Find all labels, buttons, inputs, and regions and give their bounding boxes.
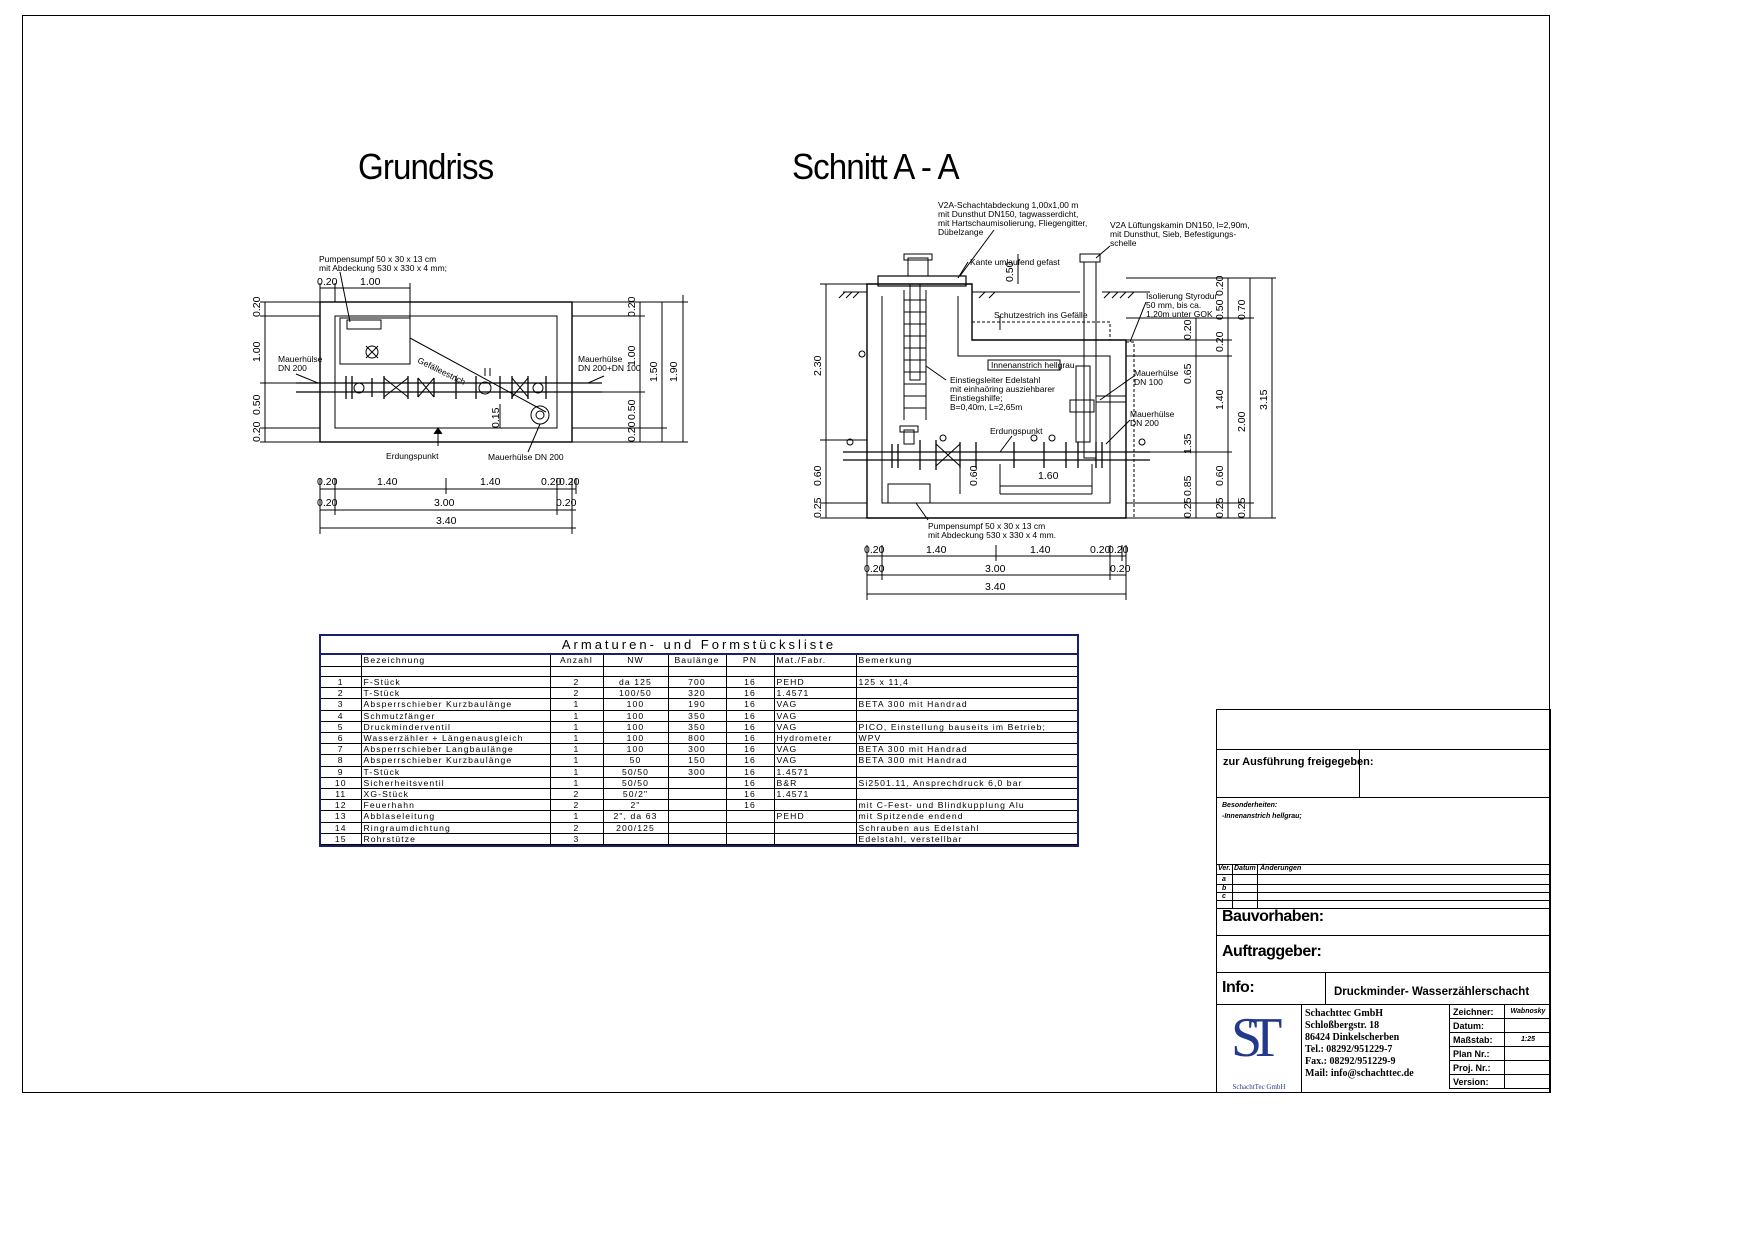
plan-dim-bottom: 1.40 — [480, 476, 501, 488]
section-dim-left: 2.30 — [812, 355, 824, 376]
parts-list-cell: Feuerhahn — [361, 800, 550, 811]
meta-value — [1505, 1075, 1552, 1089]
parts-list-cell — [726, 833, 774, 844]
parts-list-cell: BETA 300 mit Handrad — [856, 755, 1077, 766]
parts-list-cell: 300 — [668, 744, 726, 755]
parts-list-row — [321, 833, 1077, 844]
plan-grounding-point-label: Erdungspunkt — [386, 451, 439, 461]
parts-list-cell: Absperrschieber Langbaulänge — [361, 744, 550, 755]
parts-list-cell: 1.4571 — [774, 766, 856, 777]
parts-list-cell: 800 — [668, 733, 726, 744]
parts-list-cell — [856, 766, 1077, 777]
parts-list-cell: Anzahl — [550, 655, 603, 667]
parts-list-cell: PEHD — [774, 677, 856, 688]
parts-list-cell: 1 — [550, 710, 603, 721]
drawing-meta-table — [1449, 1005, 1551, 1089]
parts-list-cell: 50/50 — [603, 766, 668, 777]
parts-list-cell: Sicherheitsventil — [361, 777, 550, 788]
parts-list-cell: Ringraumdichtung — [361, 822, 550, 833]
section-dim-right: 0.60 — [1214, 465, 1226, 486]
parts-list-cell: PEHD — [774, 811, 856, 822]
title-block — [1216, 709, 1551, 1093]
parts-list-cell — [774, 800, 856, 811]
parts-list-cell: 1 — [550, 811, 603, 822]
changes-row: c — [1222, 893, 1226, 900]
parts-list-cell: 16 — [726, 755, 774, 766]
parts-list-cell: BETA 300 mit Handrad — [856, 744, 1077, 755]
parts-list-cell: Baulänge — [668, 655, 726, 667]
parts-list-cell: 1.4571 — [774, 789, 856, 800]
parts-list-cell: 100 — [603, 710, 668, 721]
logo-caption: SchachtTec GmbH — [1232, 1083, 1286, 1091]
parts-list-cell: Wasserzähler + Längenausgleich — [361, 733, 550, 744]
parts-list-cell: 16 — [726, 688, 774, 699]
plan-pump-sump-label: Pumpensumpf 50 x 30 x 13 cm mit Abdeckung 530 x 330 x 4 mm; — [319, 254, 448, 273]
plan-dim-015: 0.15 — [490, 407, 502, 428]
section-dim-bottom: 1.40 — [1030, 544, 1051, 556]
parts-list-cell: 16 — [726, 766, 774, 777]
section-dim-160: 1.60 — [1038, 470, 1059, 482]
parts-list-row — [321, 721, 1077, 732]
parts-list-cell: 2 — [550, 688, 603, 699]
parts-list-cell: 300 — [668, 766, 726, 777]
parts-list-cell: 16 — [726, 710, 774, 721]
parts-list-cell: Mat./Fabr. — [774, 655, 856, 667]
parts-list-row — [321, 688, 1077, 699]
parts-list-cell: VAG — [774, 721, 856, 732]
section-dim-left: 0.25 — [812, 497, 824, 518]
section-dim-right: 1.40 — [1214, 389, 1226, 410]
plan-slope-screed-label: Gefälleestrich — [416, 355, 468, 387]
parts-list-row — [321, 677, 1077, 688]
meta-label: Zeichner: — [1450, 1005, 1505, 1019]
parts-list-cell: 5 — [321, 721, 361, 732]
parts-list-cell — [726, 822, 774, 833]
plan-dim-right: 0.20 — [626, 296, 638, 317]
parts-list-cell: 8 — [321, 755, 361, 766]
parts-list-cell: BETA 300 mit Handrad — [856, 699, 1077, 710]
plan-dim-right: 1.50 — [648, 361, 660, 382]
parts-list-cell — [856, 688, 1077, 699]
meta-value — [1505, 1061, 1552, 1075]
parts-list-cell: 2 — [550, 789, 603, 800]
plan-view-title: Grundriss — [358, 146, 494, 187]
section-grounding-point-label: Erdungspunkt — [990, 426, 1043, 436]
section-dim-bottom: 3.00 — [985, 563, 1006, 575]
parts-list-cell: Si2501.11, Ansprechdruck 6,0 bar — [856, 777, 1077, 788]
section-pump-sump-label: Pumpensumpf 50 x 30 x 13 cm mit Abdeckung 530 x 330 x 4 mm. — [928, 521, 1057, 540]
parts-list-row — [321, 811, 1077, 822]
parts-list-row — [321, 733, 1077, 744]
parts-list-cell: mit Spitzende endend — [856, 811, 1077, 822]
parts-list-cell — [856, 789, 1077, 800]
changes-header-changes: Änderungen — [1260, 865, 1302, 872]
parts-list-row — [321, 699, 1077, 710]
section-dim-bottom: 1.40 — [926, 544, 947, 556]
parts-list-cell: 14 — [321, 822, 361, 833]
parts-list — [319, 634, 1079, 847]
parts-list-cell — [668, 811, 726, 822]
parts-list-cell: 100 — [603, 733, 668, 744]
section-cover-label: V2A-Schachtabdeckung 1,00x1,00 m mit Dunsthut DN150, tagwasserdicht, mit Hartschaumisolierung, Fliegengitter, Dübelzange — [938, 200, 1088, 237]
parts-list-row — [321, 755, 1077, 766]
section-dim-bottom: 0.20 — [864, 563, 885, 575]
parts-list-cell: 2 — [321, 688, 361, 699]
changes-row: b — [1222, 885, 1227, 892]
section-dim-right: 0.85 — [1182, 475, 1194, 496]
parts-list-cell: NW — [603, 655, 668, 667]
parts-list-cell: 2 — [550, 677, 603, 688]
meta-row — [1450, 1075, 1552, 1089]
meta-label: Datum: — [1450, 1019, 1505, 1033]
parts-list-cell: 350 — [668, 721, 726, 732]
plan-dim-left: 1.00 — [251, 341, 263, 362]
parts-list-row — [321, 800, 1077, 811]
parts-list-cell: Bemerkung — [856, 655, 1077, 667]
parts-list-cell: 3 — [550, 833, 603, 844]
parts-list-cell — [321, 655, 361, 667]
company-logo — [1217, 1004, 1302, 1092]
parts-list-cell: 16 — [726, 777, 774, 788]
section-dim-bottom: 0.20 — [1090, 544, 1111, 556]
section-dim-060: 0.60 — [968, 465, 980, 486]
parts-list-cell: 2", da 63 — [603, 811, 668, 822]
parts-list-cell: Abblaseleitung — [361, 811, 550, 822]
parts-list-cell: 2 — [550, 822, 603, 833]
parts-list-cell: 100/50 — [603, 688, 668, 699]
parts-list-cell — [668, 833, 726, 844]
meta-label: Plan Nr.: — [1450, 1047, 1505, 1061]
special-features-label: Besonderheiten: — [1222, 802, 1278, 809]
section-protective-screed-label: Schutzestrich ins Gefälle — [994, 310, 1088, 320]
section-view-title: Schnitt A - A — [792, 146, 959, 187]
parts-list-cell: 1 — [550, 699, 603, 710]
plan-dim-bottom: 0.20 — [556, 497, 577, 509]
parts-list-cell: T-Stück — [361, 688, 550, 699]
parts-list-cell: Edelstahl, verstellbar — [856, 833, 1077, 844]
parts-list-cell: 2 — [550, 800, 603, 811]
section-dim-right: 0.25 — [1214, 497, 1226, 518]
section-dim-right: 3.15 — [1258, 389, 1270, 410]
meta-value: 1:25 — [1505, 1033, 1552, 1047]
plan-view-geometry — [260, 272, 688, 534]
plan-dim-bottom: 3.40 — [436, 515, 457, 527]
changes-row: a — [1222, 876, 1226, 883]
section-dim-050: 0.50 — [1004, 261, 1016, 282]
plan-dim-top: 0.20 — [317, 276, 338, 288]
meta-row — [1450, 1033, 1552, 1047]
section-dim-right: 0.25 — [1182, 497, 1194, 518]
parts-list-cell: da 125 — [603, 677, 668, 688]
parts-list-cell: Bezeichnung — [361, 655, 550, 667]
section-ladder-label: Einstiegsleiter Edelstahl mit einhaöring ausziehbarer Einstiegshilfe; B=0,40m, L=2,65m — [950, 375, 1055, 412]
plan-dim-top: 1.00 — [360, 276, 381, 288]
parts-list-cell: 1 — [550, 744, 603, 755]
parts-list-cell: 13 — [321, 811, 361, 822]
parts-list-table — [321, 655, 1077, 845]
meta-label: Version: — [1450, 1075, 1505, 1089]
plan-dim-bottom: 0.20 — [559, 476, 580, 488]
section-wall-sleeve-100-label: Mauerhülse DN 100 — [1134, 368, 1179, 387]
section-dim-right: 0.25 — [1236, 497, 1248, 518]
parts-list-cell: 350 — [668, 710, 726, 721]
release-label: zur Ausführung freigegeben: — [1223, 756, 1374, 768]
parts-list-cell — [668, 800, 726, 811]
section-dim-right: 0.20 — [1182, 319, 1194, 340]
parts-list-spacer-row — [321, 667, 1077, 677]
parts-list-cell: 100 — [603, 721, 668, 732]
parts-list-cell: 16 — [726, 699, 774, 710]
parts-list-cell: PICO, Einstellung bauseits im Betrieb; — [856, 721, 1077, 732]
section-vent-label: V2A Lüftungskamin DN150, l=2,90m, mit Dunsthut, Sieb, Befestigungs- schelle — [1110, 220, 1250, 248]
section-edge-label: Kante umlaufend gefast — [970, 257, 1060, 267]
parts-list-row — [321, 744, 1077, 755]
parts-list-cell — [668, 789, 726, 800]
parts-list-row — [321, 710, 1077, 721]
parts-list-cell: Schmutzfänger — [361, 710, 550, 721]
parts-list-cell: mit C-Fest- und Blindkupplung Alu — [856, 800, 1077, 811]
parts-list-cell: 125 x 11,4 — [856, 677, 1077, 688]
parts-list-cell: 11 — [321, 789, 361, 800]
parts-list-cell: 1 — [550, 766, 603, 777]
section-dim-right: 0.20 — [1214, 331, 1226, 352]
parts-list-row — [321, 777, 1077, 788]
parts-list-cell: Rohrstütze — [361, 833, 550, 844]
section-dim-right: 0.50 — [1214, 299, 1226, 320]
parts-list-cell — [856, 710, 1077, 721]
changes-header-version: Ver. — [1218, 865, 1231, 872]
parts-list-cell: 6 — [321, 733, 361, 744]
parts-list-cell: 1 — [550, 733, 603, 744]
section-dim-right: 0.70 — [1236, 299, 1248, 320]
parts-list-cell: 700 — [668, 677, 726, 688]
plan-dim-right: 0.20 — [626, 421, 638, 442]
meta-value: Wabnosky — [1505, 1005, 1552, 1019]
parts-list-cell: 16 — [726, 721, 774, 732]
plan-dim-bottom: 1.40 — [377, 476, 398, 488]
parts-list-cell: 16 — [726, 789, 774, 800]
logo-letters: ST — [1231, 1007, 1269, 1069]
changes-header-date: Datum — [1234, 865, 1256, 872]
info-value: Druckminder- Wasserzählerschacht — [1334, 986, 1530, 998]
parts-list-cell: 16 — [726, 677, 774, 688]
section-dim-right: 0.65 — [1182, 363, 1194, 384]
plan-dim-right: 1.00 — [626, 345, 638, 366]
parts-list-cell — [774, 822, 856, 833]
parts-list-cell: 3 — [321, 699, 361, 710]
parts-list-cell: B&R — [774, 777, 856, 788]
parts-list-cell: Absperrschieber Kurzbaulänge — [361, 755, 550, 766]
section-dim-right: 2.00 — [1236, 411, 1248, 432]
plan-dim-bottom: 0.20 — [317, 476, 338, 488]
parts-list-cell: PN — [726, 655, 774, 667]
plan-dim-right: 1.90 — [668, 361, 680, 382]
plan-dim-bottom: 0.20 — [541, 476, 562, 488]
plan-wall-sleeve-bottom-label: Mauerhülse DN 200 — [488, 452, 564, 462]
parts-list-cell: 16 — [726, 744, 774, 755]
parts-list-row — [321, 789, 1077, 800]
parts-list-cell: 50/2" — [603, 789, 668, 800]
section-dim-right: 0.20 — [1214, 275, 1226, 296]
parts-list-cell: 1 — [550, 755, 603, 766]
parts-list-cell — [774, 833, 856, 844]
info-label: Info: — [1222, 979, 1255, 996]
parts-list-cell: T-Stück — [361, 766, 550, 777]
plan-dim-right: 0.50 — [626, 399, 638, 420]
parts-list-cell: VAG — [774, 699, 856, 710]
client-label: Auftraggeber: — [1222, 943, 1322, 960]
parts-list-cell: 4 — [321, 710, 361, 721]
parts-list-cell — [726, 811, 774, 822]
plan-dim-left: 0.20 — [251, 421, 263, 442]
parts-list-cell: 12 — [321, 800, 361, 811]
parts-list-cell: 15 — [321, 833, 361, 844]
parts-list-cell: Druckminderventil — [361, 721, 550, 732]
parts-list-cell: VAG — [774, 744, 856, 755]
section-dim-left: 0.60 — [812, 465, 824, 486]
parts-list-cell: 200/125 — [603, 822, 668, 833]
parts-list-cell: 100 — [603, 699, 668, 710]
parts-list-cell: 190 — [668, 699, 726, 710]
parts-list-cell — [603, 833, 668, 844]
parts-list-cell: 9 — [321, 766, 361, 777]
meta-value — [1505, 1047, 1552, 1061]
parts-list-cell — [668, 777, 726, 788]
meta-row — [1450, 1019, 1552, 1033]
special-features-text: -Innenanstrich hellgrau; — [1222, 813, 1302, 820]
parts-list-cell: 1 — [550, 721, 603, 732]
meta-row — [1450, 1047, 1552, 1061]
parts-list-cell: 2" — [603, 800, 668, 811]
plan-wall-sleeve-left-label: Mauerhülse DN 200 — [278, 354, 323, 373]
parts-list-cell: Schrauben aus Edelstahl — [856, 822, 1077, 833]
parts-list-cell: F-Stück — [361, 677, 550, 688]
meta-value — [1505, 1019, 1552, 1033]
project-label: Bauvorhaben: — [1222, 908, 1324, 925]
parts-list-cell: 7 — [321, 744, 361, 755]
parts-list-cell: VAG — [774, 710, 856, 721]
parts-list-cell: VAG — [774, 755, 856, 766]
plan-dim-bottom: 0.20 — [317, 497, 338, 509]
section-dim-bottom: 0.20 — [864, 544, 885, 556]
plan-dim-bottom: 3.00 — [434, 497, 455, 509]
parts-list-cell: 1.4571 — [774, 688, 856, 699]
meta-row — [1450, 1005, 1552, 1019]
company-address: Schachttec GmbH Schloßbergstr. 18 86424 Dinkelscherben Tel.: 08292/951229-7 Fax.: 08292/951229-9 Mail: info@schachttec.de — [1305, 1008, 1414, 1079]
parts-list-title: Armaturen- und Formstücksliste — [321, 636, 1077, 655]
parts-list-cell: 50/50 — [603, 777, 668, 788]
plan-dim-left: 0.50 — [251, 394, 263, 415]
plan-dim-left: 0.20 — [251, 296, 263, 317]
parts-list-row — [321, 766, 1077, 777]
parts-list-cell: 100 — [603, 744, 668, 755]
parts-list-cell: 50 — [603, 755, 668, 766]
section-inner-paint-label: Innenanstrich hellgrau — [991, 360, 1075, 370]
meta-label: Maßstab: — [1450, 1033, 1505, 1047]
parts-list-cell: 16 — [726, 800, 774, 811]
section-dim-bottom: 0.20 — [1110, 563, 1131, 575]
plan-wall-sleeve-right-label: Mauerhülse DN 200+DN 100 — [578, 354, 641, 373]
meta-row — [1450, 1061, 1552, 1075]
section-dim-bottom: 0.20 — [1108, 544, 1129, 556]
parts-list-cell: 16 — [726, 733, 774, 744]
section-dim-right: 1.35 — [1182, 433, 1194, 454]
parts-list-cell: Absperrschieber Kurzbaulänge — [361, 699, 550, 710]
parts-list-cell: 320 — [668, 688, 726, 699]
parts-list-cell: 1 — [550, 777, 603, 788]
section-wall-sleeve-200-label: Mauerhülse DN 200 — [1130, 409, 1175, 428]
parts-list-row — [321, 822, 1077, 833]
parts-list-cell: 10 — [321, 777, 361, 788]
parts-list-cell: 150 — [668, 755, 726, 766]
parts-list-cell: WPV — [856, 733, 1077, 744]
parts-list-header-row — [321, 655, 1077, 667]
parts-list-cell — [668, 822, 726, 833]
parts-list-cell: 1 — [321, 677, 361, 688]
meta-label: Proj. Nr.: — [1450, 1061, 1505, 1075]
section-dim-bottom: 3.40 — [985, 581, 1006, 593]
parts-list-cell: Hydrometer — [774, 733, 856, 744]
parts-list-cell: XG-Stück — [361, 789, 550, 800]
section-insulation-label: Isolierung Styrodur 50 mm, bis ca. 1,20m unter GOK — [1146, 291, 1218, 319]
